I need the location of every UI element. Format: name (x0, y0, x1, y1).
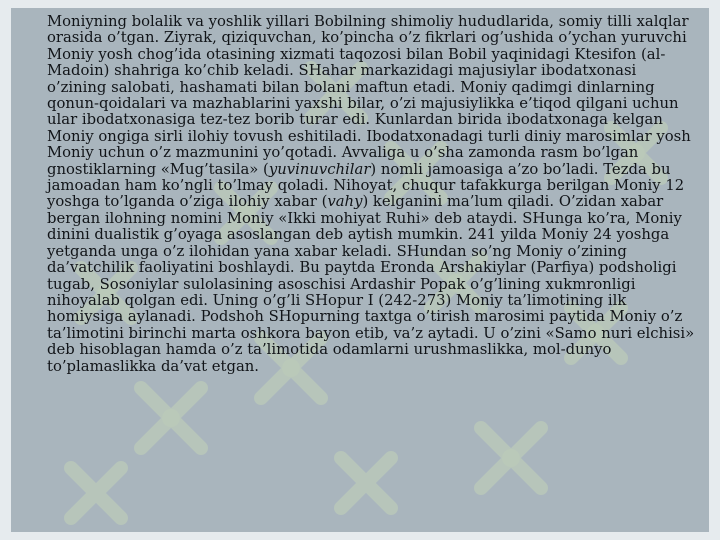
body-paragraph (47, 14, 699, 375)
text-run: ) kelganini ma’lum qiladi. O’zidan xabar bergan ilohning nomini Moniy «Ikki mohiyat Ruhi» deb ataydi. SHunga ko’ra, Moniy dinini dualistik g’oyaga asoslangan deb aytish mumkin. 241 yilda Moniy 24 yoshga yetganda unga o’z ilohidan yana xabar keladi. SHundan so’ng Moniy o’zining da’vatchilik faoliyatini boshlaydi. Bu paytda Eronda Arshakiylar (Parfiya) podsholigi tugab, Sosoniylar sulolasining asoschisi Ardashir Popak o’g’lining xukmronligi nihoyalab qolgan edi. Uning o’g’li SHopur I (242-273) Moniy ta’limotining ilk homiysiga aylanadi. Podshoh SHopurning taxtga o’tirish marosimi paytida Moniy o’z ta’limotini birinchi marta oshkora bayon etib, va’z aytadi. U o’zini «Samo nuri elchisi» deb hisoblagan hamda o’z ta’limotida odamlarni urushmaslikka, mol-dunyo to’plamaslikka da’vat etgan. (47, 193, 695, 375)
text-run: Moniyning bolalik va yoshlik yillari Bobilning shimoliy hududlarida, somiy tilli xalqlar orasida o’tgan. Ziyrak, qiziquvchan, ko’pincha o’z fikrlari og’ushida o’ychan yuruvchi Moniy yosh chog’ida otasining xizmati taqozosi bilan Bobil yaqinidagi Ktesifon (al-Madoin) shahriga ko’chib keladi. SHahar markazidagi majusiylar ibodatxonasi o’zining salobati, hashamati bilan bolani maftun etadi. Moniy qadimgi dinlarning qonun-qoidalari va mazhablarini yaxshi bilar, o’zi majusiylikka e’tiqod qilgani uchun ular ibodatxonasiga tez-tez borib turar edi. Kunlardan birida ibodatxonaga kelgan Moniy ongiga sirli ilohiy tovush eshitiladi. Ibodatxonadagi turli diniy marosimlar yosh Moniy uchun o’z mazmunini yo’qotadi. Avvaliga u o’sha zamonda rasm bo’lgan gnostiklarning «Mug’tasila» ( (47, 13, 691, 178)
italic-term: vahy (327, 193, 363, 211)
italic-term: yuvinuvchilar (268, 160, 371, 178)
text-run: ) nomli jamoasiga a’zo bo’ladi. Tezda bu jamoadan ham ko’ngli to’lmay qoladi. Nihoyat, chuqur tafakkurga berilgan Moniy 12 yoshga to’lganda o’ziga ilohiy xabar ( (47, 160, 685, 211)
slide (11, 8, 709, 532)
